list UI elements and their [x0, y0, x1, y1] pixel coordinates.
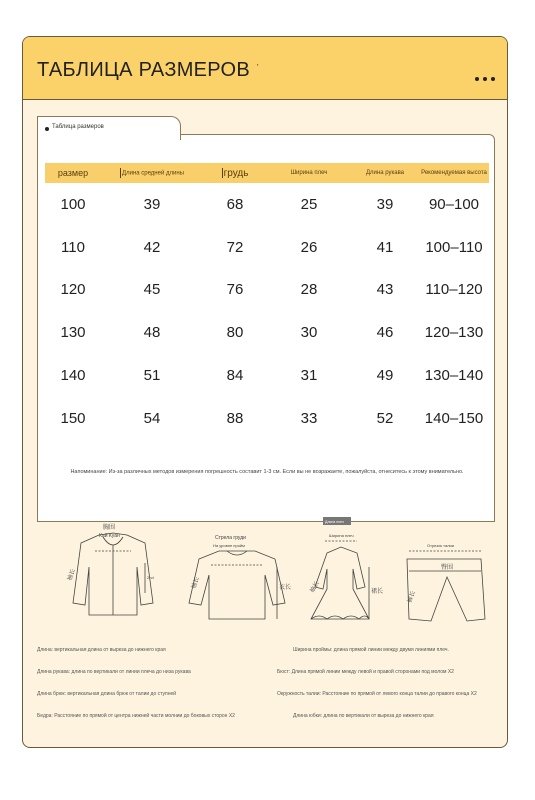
tab-size-table[interactable] — [37, 116, 181, 140]
table-cell: 84 — [226, 367, 244, 385]
table-cell: 130 — [60, 324, 86, 342]
table-cell: 140–150 — [424, 409, 484, 427]
table-row — [45, 269, 489, 312]
column-header: Длина рукава — [365, 170, 405, 176]
table-cell: 76 — [226, 281, 244, 299]
measurement-reminder: Напоминание: Из-за различных методов измерения погрешность составит 1-3 см. Если вы не возражаете, пожалуйста, отнеситесь к этому внимательно. — [70, 469, 464, 475]
jacket-side-label: 2nd — [147, 575, 154, 580]
page-title: ТАБЛИЦА РАЗМЕРОВ — [37, 59, 251, 81]
table-cell: 110–120 — [425, 281, 483, 299]
table-cell: 54 — [143, 409, 161, 427]
column-header: Длина средней длины — [101, 168, 203, 178]
dress-length-cn: 裙长 — [371, 589, 384, 595]
table-cell: 120 — [60, 281, 86, 299]
table-cell: 100 — [60, 195, 86, 213]
table-cell: 48 — [143, 324, 161, 342]
sweatshirt-width-label: Стрела груди — [215, 535, 246, 541]
pants-hip-cn: 臀围 — [441, 565, 454, 571]
table-cell: 120–130 — [424, 324, 484, 342]
jacket-chest-ru: Кай Куан — [99, 533, 120, 539]
table-cell: 39 — [376, 195, 394, 213]
dress-top-label: Длина плеч — [325, 520, 344, 524]
table-cell: 49 — [376, 367, 394, 385]
garment-diagrams — [23, 507, 508, 637]
table-cell: 90–100 — [428, 195, 480, 213]
note-left: Длина рукава: длина по вертикали от линии плеча до низа рукава — [37, 669, 191, 675]
note-right: Бюст: Длина прямой линии между левой и правой сторонами под молом X2 — [277, 669, 454, 675]
table-cell: 39 — [143, 195, 161, 213]
table-cell: 51 — [143, 367, 161, 385]
title-mark: ' — [257, 63, 259, 72]
table-cell: 26 — [300, 238, 318, 256]
bullet-icon — [45, 127, 49, 131]
jacket-chest-cn: 胸围 — [103, 525, 116, 531]
table-row — [45, 397, 489, 440]
table-body — [45, 183, 489, 440]
more-options-icon[interactable] — [475, 77, 495, 81]
table-cell: 33 — [300, 409, 318, 427]
table-cell: 52 — [376, 409, 394, 427]
table-cell: 41 — [376, 238, 394, 256]
sweatshirt-diagram — [189, 551, 285, 619]
table-cell: 42 — [143, 238, 161, 256]
note-right: Окружность талии: Расстояние по прямой от левого конца талии до правого конца X2 — [277, 691, 477, 697]
note-left: Длина брюк: вертикальная длина брюк от талии до ступней — [37, 691, 177, 697]
table-cell: 45 — [143, 281, 161, 299]
table-cell: 130–140 — [424, 367, 484, 385]
note-right: Ширина проймы: длина прямой линии между двумя линиями плеч. — [293, 647, 449, 653]
table-cell: 110 — [61, 238, 85, 256]
column-header: размер — [57, 168, 89, 178]
table-cell: 100–110 — [425, 238, 483, 256]
size-chart-card — [22, 36, 508, 748]
table-row — [45, 311, 489, 354]
pants-waist-label: Отрезок талии — [427, 543, 454, 548]
table-cell: 31 — [300, 367, 318, 385]
table-row — [45, 226, 489, 269]
sweatshirt-sleeve-cn: 袖长 — [191, 576, 201, 590]
table-row — [45, 354, 489, 397]
table-cell: 68 — [226, 195, 244, 213]
note-left: Длина: вертикальная длина от выреза до нижнего края — [37, 647, 166, 653]
header-bar — [23, 37, 507, 100]
tab-label: Таблица размеров — [52, 124, 104, 130]
table-row — [45, 183, 489, 226]
table-cell: 46 — [376, 324, 394, 342]
table-cell: 88 — [226, 409, 244, 427]
table-cell: 72 — [226, 238, 244, 256]
sweatshirt-length-cn: 衣长 — [279, 585, 292, 591]
table-cell: 28 — [300, 281, 318, 299]
note-right: Длина юбки: длина по вертикали от выреза до нижнего края — [293, 713, 434, 719]
pants-length-cn: 裤长 — [407, 590, 417, 604]
table-cell: 80 — [226, 324, 244, 342]
dress-sleeve-cn: 袖长 — [309, 580, 321, 594]
table-cell: 43 — [376, 281, 394, 299]
note-left: Бедра: Расстояние по прямой от центра нижней части молнии до боковых сторон X2 — [37, 713, 235, 719]
pants-diagram — [407, 551, 485, 621]
table-header — [45, 163, 489, 183]
column-header: грудь — [223, 167, 249, 179]
table-cell: 30 — [300, 324, 318, 342]
column-header: Рекомендуемая высота — [421, 170, 487, 176]
dress-width-label: Ширина плеч — [329, 533, 354, 538]
table-cell: 150 — [60, 409, 86, 427]
table-cell: 25 — [300, 195, 318, 213]
sweatshirt-width-sub: На уровне пройм — [213, 543, 245, 548]
jacket-sleeve-cn: 袖长 — [67, 568, 77, 582]
column-header: Ширина плеч — [290, 170, 328, 176]
jacket-diagram — [73, 533, 153, 615]
table-cell: 140 — [60, 367, 86, 385]
